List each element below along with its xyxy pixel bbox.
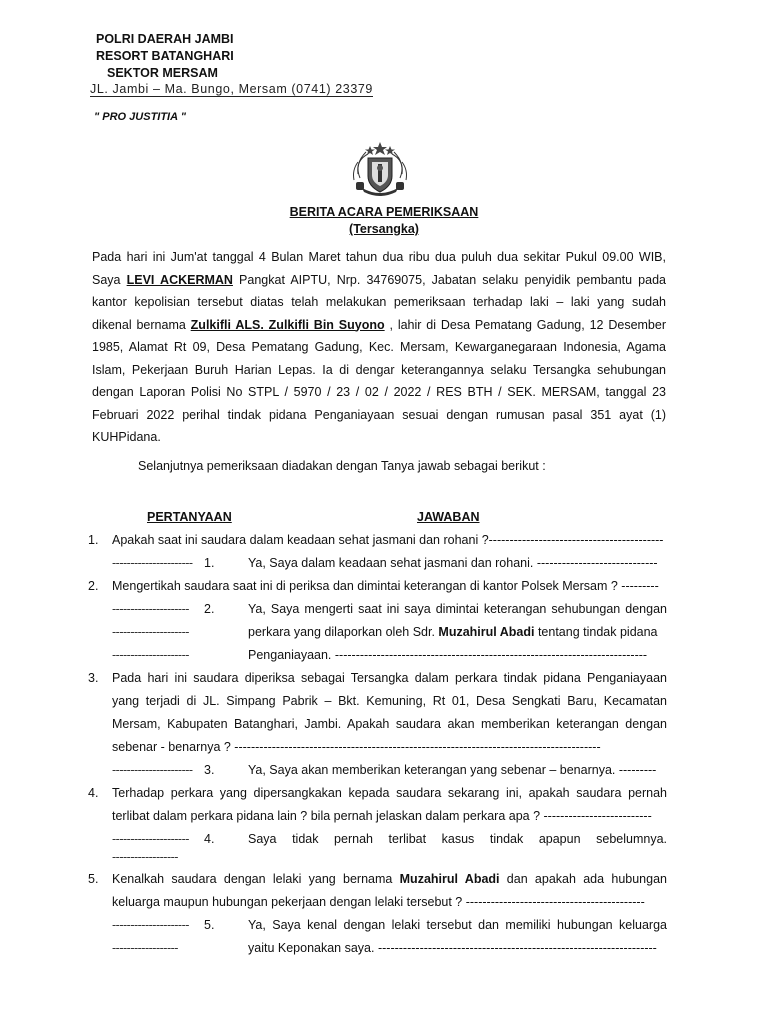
dash-leader: ---------------------- — [112, 556, 193, 570]
question-text-part: dan apakah ada hubungan — [499, 872, 667, 886]
answer-text: Ya, Saya mengerti saat ini saya dimintai keterangan sehubungan dengan — [248, 602, 667, 616]
dash-leader: --------------------- — [112, 602, 189, 616]
question-text: sebenar - benarnya ? ---------------------------------------------------------------------------------------- — [112, 740, 601, 754]
police-emblem-icon — [348, 140, 412, 198]
document-title — [0, 205, 768, 219]
intro-text: Pangkat AIPTU, Nrp. 34769075, Jabatan selaku penyidik pembantu pada — [232, 272, 666, 287]
intro-line — [92, 314, 666, 337]
question-text-part: Kenalkah saudara dengan lelaki yang bernama — [112, 872, 400, 886]
pro-justitia: " PRO JUSTITIA " — [94, 111, 186, 123]
column-answer-header: JAWABAN — [417, 510, 480, 524]
intro-line: KUHPidana. — [92, 430, 161, 444]
header-polda: POLRI DAERAH JAMBI — [96, 32, 234, 46]
answer-text: yaitu Keponakan saya. ------------------------------------------------------------------- — [248, 941, 657, 955]
answer-text: Ya, Saya akan memberikan keterangan yang sebenar – benarnya. --------- — [248, 763, 657, 777]
question-text: Mengertikah saudara saat ini di periksa dan dimintai keterangan di kantor Polsek Mersam ? --------- — [112, 579, 659, 593]
question-number: 2. — [88, 579, 99, 593]
answer-number: 2. — [204, 602, 215, 616]
victim-name: Muzahirul Abadi — [399, 872, 500, 886]
question-text: Apakah saat ini saudara dalam keadaan sehat jasmani dan rohani ?------------------------------------------ — [112, 533, 664, 547]
answer-text: Saya tidak pernah terlibat kasus tindak apapun sebelumnya. — [248, 832, 667, 846]
question-text: keluarga maupun hubungan pekerjaan dengan lelaki tersebut ? ------------------------------------------- — [112, 895, 645, 909]
intro-line: 1985, Alamat Rt 09, Desa Pematang Gadung, Kec. Mersam, Kewarganegaraan Indonesia, Agama — [92, 340, 666, 354]
question-number: 4. — [88, 786, 99, 800]
question-text — [112, 868, 667, 890]
question-text: yang terjadi di JL. Simpang Pabrik – Bkt. Kemuning, Rt 01, Desa Sengkati Baru, Kecamatan — [112, 694, 667, 708]
intro-line: dengan Laporan Polisi No STPL / 5970 / 23 / 02 / 2022 / RES BTH / SEK. MERSAM, tanggal 23 — [92, 385, 666, 399]
dash-leader: --------------------- — [112, 625, 189, 639]
subtitle-text: (Tersangka) — [349, 222, 419, 236]
header-address — [90, 82, 373, 96]
dash-leader: --------------------- — [112, 918, 189, 932]
dash-leader: --------------------- — [112, 832, 189, 846]
answer-number: 1. — [204, 556, 215, 570]
intro-text: dikenal bernama — [92, 317, 191, 332]
question-text: Mersam, Kabupaten Batanghari, Jambi. Apakah saudara akan memberikan keterangan dengan — [112, 717, 667, 731]
answer-text-part: tentang tindak pidana — [534, 625, 658, 639]
answer-number: 4. — [204, 832, 215, 846]
dash-leader: --------------------- — [112, 648, 189, 662]
intro-line: Islam, Pekerjaan Buruh Harian Lepas. Ia di dengar keterangannya selaku Tersangka sehubungan — [92, 362, 666, 377]
document-subtitle — [0, 222, 768, 236]
intro-text: Saya — [92, 272, 127, 287]
reporter-name: Muzahirul Abadi — [438, 625, 535, 639]
answer-text — [248, 621, 667, 643]
column-question-header: PERTANYAAN — [147, 510, 232, 524]
question-text: Pada hari ini saudara diperiksa sebagai Tersangka dalam perkara tindak pidana Penganiayaan — [112, 671, 667, 685]
header-resort: RESORT BATANGHARI — [96, 49, 234, 63]
dash-leader: ---------------------- — [112, 763, 193, 777]
intro-line: kantor kepolisian tersebut diatas telah melakukan pemeriksaan terhadap laki – laki yang sudah — [92, 295, 666, 309]
question-text: Terhadap perkara yang dipersangkakan kepada saudara sekarang ini, apakah saudara pernah — [112, 786, 667, 800]
investigator-name: LEVI ACKERMAN — [126, 272, 233, 287]
answer-text: Ya, Saya dalam keadaan sehat jasmani dan rohani. ----------------------------- — [248, 556, 658, 570]
question-number: 3. — [88, 671, 99, 685]
title-text: BERITA ACARA PEMERIKSAAN — [289, 205, 479, 219]
header-sektor: SEKTOR MERSAM — [107, 66, 218, 80]
dash-leader: ------------------ — [112, 941, 178, 955]
intro-line — [92, 269, 666, 292]
intro-text: , lahir di Desa Pematang Gadung, 12 Desember — [384, 317, 666, 332]
answer-number: 5. — [204, 918, 215, 932]
question-number: 1. — [88, 533, 99, 547]
intro-line: Pada hari ini Jum'at tanggal 4 Bulan Maret tahun dua ribu dua puluh dua sekitar Pukul 09.00 WIB, — [92, 250, 666, 264]
answer-text-part: perkara yang dilaporkan oleh Sdr. — [248, 625, 439, 639]
intro-paragraph — [92, 246, 666, 449]
dash-leader: ------------------ — [112, 850, 178, 864]
answer-text: Ya, Saya kenal dengan lelaki tersebut dan memiliki hubungan keluarga — [248, 918, 667, 932]
suspect-name: Zulkifli ALS. Zulkifli Bin Suyono — [190, 317, 385, 332]
qa-intro: Selanjutnya pemeriksaan diadakan dengan Tanya jawab sebagai berikut : — [138, 459, 546, 473]
question-number: 5. — [88, 872, 99, 886]
answer-number: 3. — [204, 763, 215, 777]
question-text: terlibat dalam perkara pidana lain ? bila pernah jelaskan dalam perkara apa ? -------------------------- — [112, 809, 652, 823]
address-text: JL. Jambi – Ma. Bungo, Mersam (0741) 23379 — [90, 82, 373, 96]
answer-text: Penganiayaan. --------------------------------------------------------------------------- — [248, 648, 648, 662]
intro-line: Februari 2022 perihal tindak pidana Penganiayaan sesuai dengan rumusan pasal 351 ayat (1) — [92, 407, 666, 422]
